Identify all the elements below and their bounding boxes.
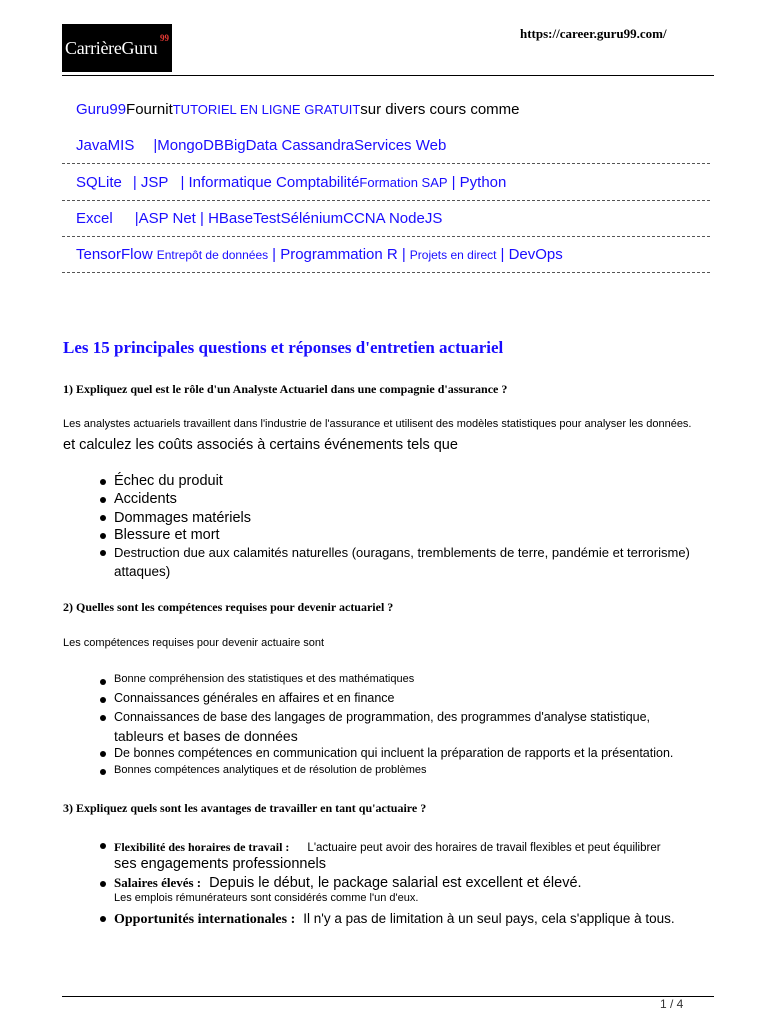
nav-link-jsp[interactable]: | JSP xyxy=(132,174,169,191)
bullet-icon xyxy=(100,497,106,503)
nav-text-fournit: Fournit xyxy=(126,101,173,118)
nav-link-entrepot[interactable]: Entrepôt de données xyxy=(156,248,269,262)
q1-list-item-continued: attaques) xyxy=(114,564,171,579)
logo xyxy=(62,24,172,72)
nav-link-programmation-r[interactable]: | Programmation R | xyxy=(272,246,406,263)
nav-dash-divider-2 xyxy=(62,200,710,201)
q3-list-item xyxy=(114,910,675,928)
q2-list-item: Connaissances de base des langages de programmation, des programmes d'analyse statistique, xyxy=(114,710,651,724)
q1-paragraph-2: et calculez les coûts associés à certains événements tels que xyxy=(63,437,458,453)
nav-link-tensorflow[interactable]: TensorFlow xyxy=(76,246,153,263)
q1-paragraph-1: Les analystes actuariels travaillent dans l'industrie de l'assurance et utilisent des modèles statistiques pour analyser les données. xyxy=(63,418,692,430)
nav-links-row2[interactable]: |MongoDBBigData CassandraServices Web xyxy=(153,137,447,154)
nav-row-2 xyxy=(76,137,446,154)
bullet-icon xyxy=(100,515,106,521)
q1-list-item: Échec du produit xyxy=(114,473,223,489)
bullet-icon xyxy=(100,769,106,775)
q3-item-label: Flexibilité des horaires de travail : xyxy=(114,840,290,854)
q3-item-text: L'actuaire peut avoir des horaires de travail flexibles et peut équilibrer xyxy=(307,842,661,854)
bullet-icon xyxy=(100,881,106,887)
logo-text: CarrièreGuru xyxy=(65,38,158,58)
nav-link-sap[interactable]: Formation SAP xyxy=(359,175,448,190)
header-divider xyxy=(62,75,714,76)
page-title: Les 15 principales questions et réponses d'entretien actuariel xyxy=(63,338,504,357)
nav-links-row4[interactable]: |ASP Net | HBaseTestSéléniumCCNA NodeJS xyxy=(134,210,443,227)
bullet-icon xyxy=(100,751,106,757)
nav-link-javamis[interactable]: JavaMIS xyxy=(76,137,135,154)
page-number: 1 / 4 xyxy=(660,997,684,1011)
nav-link-sqlite[interactable]: SQLite xyxy=(76,174,122,191)
logo-superscript: 99 xyxy=(160,33,169,43)
nav-text-cours: sur divers cours comme xyxy=(360,101,520,118)
q3-item-label: Salaires élevés : xyxy=(114,875,202,890)
q1-list-item: Destruction due aux calamités naturelles (ouragans, tremblements de terre, pandémie et terrorisme) xyxy=(114,545,690,560)
bullet-icon xyxy=(100,679,106,685)
q2-list-item-continued: tableurs et bases de données xyxy=(114,728,298,744)
q1-list-item: Blessure et mort xyxy=(114,527,220,543)
bullet-icon xyxy=(100,916,106,922)
nav-link-devops[interactable]: | DevOps xyxy=(500,246,563,263)
header-url[interactable]: https://career.guru99.com/ xyxy=(520,26,667,41)
q3-item-text: Depuis le début, le package salarial est excellent et élevé. xyxy=(209,875,582,891)
nav-link-guru99[interactable]: Guru99 xyxy=(76,101,127,118)
nav-link-comptabilite[interactable]: | Informatique Comptabilité xyxy=(180,174,360,191)
q2-list-item: Connaissances générales en affaires et en finance xyxy=(114,691,395,705)
q1-list-item: Accidents xyxy=(114,491,177,507)
nav-link-python[interactable]: | Python xyxy=(451,174,507,191)
bullet-icon xyxy=(100,697,106,703)
question-3: 3) Expliquez quels sont les avantages de travailler en tant qu'actuaire ? xyxy=(63,801,427,815)
q3-list-item-continued: ses engagements professionnels xyxy=(114,856,326,872)
q3-list-item xyxy=(114,838,661,856)
nav-link-tutoriel[interactable]: TUTORIEL EN LIGNE GRATUIT xyxy=(172,102,361,117)
q2-list-item: De bonnes compétences en communication qui incluent la préparation de rapports et la présentation. xyxy=(114,746,674,760)
q3-item-text: Il n'y a pas de limitation à un seul pays, cela s'applique à tous. xyxy=(303,911,675,926)
q2-paragraph-1: Les compétences requises pour devenir actuaire sont xyxy=(63,637,325,649)
bullet-icon xyxy=(100,479,106,485)
nav-row-5 xyxy=(76,246,563,263)
q3-list-item-continued: Les emplois rémunérateurs sont considérés comme l'un d'eux. xyxy=(114,892,419,904)
q3-item-label: Opportunités internationales : xyxy=(114,912,296,927)
nav-link-excel[interactable]: Excel xyxy=(76,210,113,227)
nav-row-1 xyxy=(76,101,520,118)
q2-list-item: Bonne compréhension des statistiques et des mathématiques xyxy=(114,673,415,685)
question-1: 1) Expliquez quel est le rôle d'un Analyste Actuariel dans une compagnie d'assurance ? xyxy=(63,382,508,396)
nav-link-projets[interactable]: Projets en direct xyxy=(409,248,497,262)
nav-row-4 xyxy=(76,210,442,227)
nav-row-3 xyxy=(76,174,506,191)
bullet-icon xyxy=(100,715,106,721)
bullet-icon xyxy=(100,533,106,539)
q2-list-item: Bonnes compétences analytiques et de résolution de problèmes xyxy=(114,764,427,776)
q1-list-item: Dommages matériels xyxy=(114,510,251,526)
nav-dash-divider-1 xyxy=(62,163,710,164)
footer-divider xyxy=(62,996,714,997)
bullet-icon xyxy=(100,843,106,849)
nav-dash-divider-4 xyxy=(62,272,710,273)
question-2: 2) Quelles sont les compétences requises pour devenir actuariel ? xyxy=(63,600,394,614)
nav-dash-divider-3 xyxy=(62,236,710,237)
bullet-icon xyxy=(100,550,106,556)
q3-list-item xyxy=(114,874,582,892)
